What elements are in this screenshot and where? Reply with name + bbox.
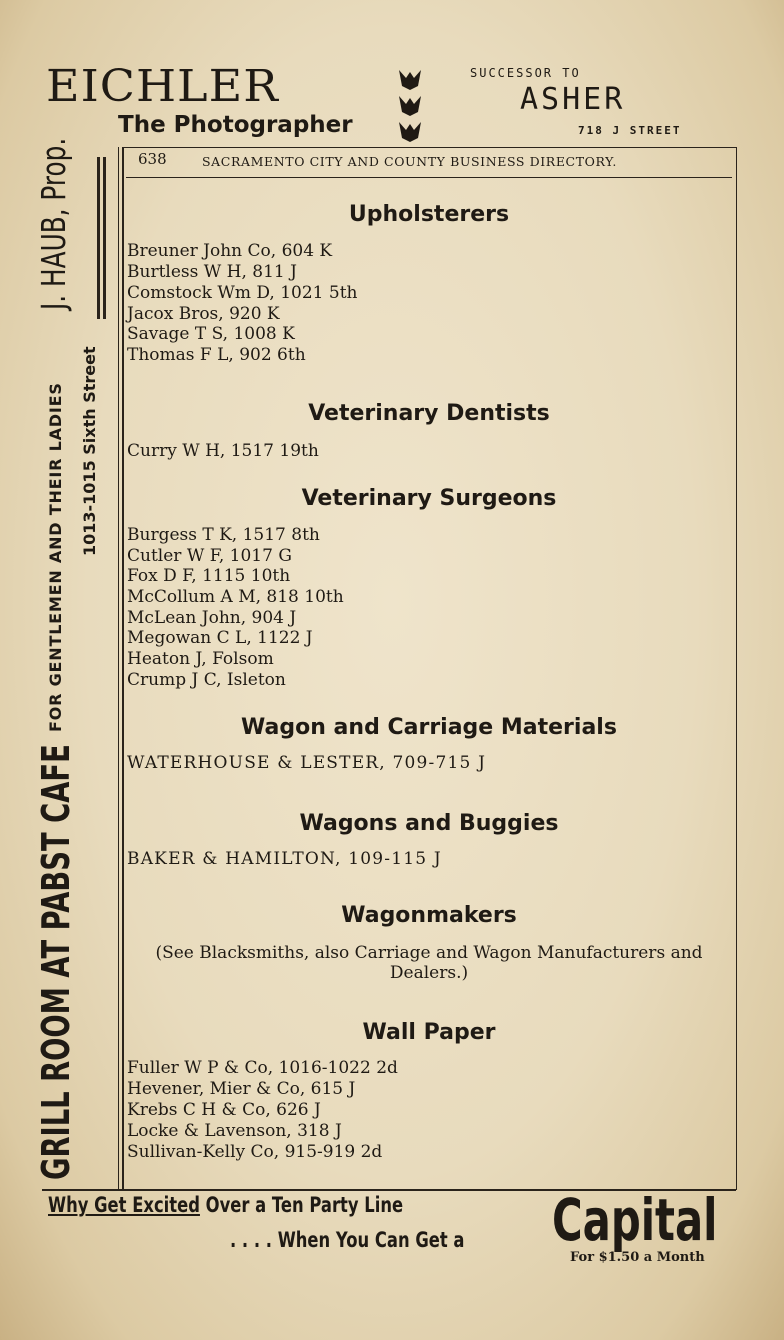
section-heading-vet-surgeons: Veterinary Surgeons [301,486,557,511]
running-head-rule [126,177,732,178]
page-number: 638 [138,150,167,168]
header-address: 718 J STREET [578,124,682,137]
side-ad-main: GRILL ROOM AT PABST CAFE [34,744,78,1180]
list-item: Breuner John Co, 604 K [127,241,333,261]
list-item: McCollum A M, 818 10th [127,587,344,607]
side-ad-bar [97,157,100,319]
list-item: Heaton J, Folsom [127,649,274,669]
cross-reference-note: Dealers.) [389,963,469,983]
cross-reference-note: (See Blacksmiths, also Carriage and Wagon Manufacturers and [155,943,703,963]
section-heading-vet-dentists: Veterinary Dentists [308,401,550,426]
header-title-asher: ASHER [520,82,626,117]
list-item: Locke & Lavenson, 318 J [127,1121,342,1141]
list-item: Fox D F, 1115 10th [127,566,291,586]
list-item: Crump J C, Isleton [127,670,286,690]
list-item: Burtless W H, 811 J [127,262,297,282]
header-subtitle-photographer: The Photographer [118,112,353,138]
section-heading-wagon-materials: Wagon and Carriage Materials [241,715,617,740]
list-item: Thomas F L, 902 6th [127,345,306,365]
section-heading-upholsterers: Upholsterers [348,202,510,227]
side-ad-bar [103,157,106,319]
side-ad-address: 1013-1015 Sixth Street [80,346,99,556]
ornament-icon [396,68,424,144]
list-item: Sullivan-Kelly Co, 915-919 2d [127,1142,383,1162]
header-successor-label: SUCCESSOR TO [470,66,581,80]
section-heading-wall-paper: Wall Paper [362,1020,496,1045]
list-item: Comstock Wm D, 1021 5th [127,283,358,303]
footer-ad-line1-underlined: Why Get Excited [48,1193,200,1217]
list-item: Burgess T K, 1517 8th [127,525,320,545]
header-title-eichler: EICHLER [46,60,279,112]
frame-left-rule [118,147,119,1189]
list-item: McLean John, 904 J [127,608,297,628]
list-item: Megowan C L, 1122 J [127,628,313,648]
footer-ad-line1-rest: Over a Ten Party Line [205,1193,404,1217]
list-item: Jacox Bros, 920 K [127,304,280,324]
list-item: Savage T S, 1008 K [127,324,295,344]
side-advertisement [34,137,99,1180]
side-ad-tagline: FOR GENTLEMEN AND THEIR LADIES [46,382,65,732]
list-item: Curry W H, 1517 19th [127,441,319,461]
footer-brand-capital: Capital [552,1186,718,1254]
footer-ad-line1 [48,1193,403,1217]
list-item: WATERHOUSE & LESTER, 709-715 J [127,753,487,773]
list-item: Hevener, Mier & Co, 615 J [127,1079,356,1099]
running-head: SACRAMENTO CITY AND COUNTY BUSINESS DIRECTORY. [202,154,617,169]
list-item: Krebs C H & Co, 626 J [127,1100,321,1120]
section-heading-wagonmakers: Wagonmakers [341,903,517,928]
section-heading-wagons-buggies: Wagons and Buggies [299,811,559,836]
list-item: BAKER & HAMILTON, 109-115 J [127,849,442,869]
footer-ad-line2: . . . . When You Can Get a [230,1228,465,1252]
list-item: Fuller W P & Co, 1016-1022 2d [127,1058,398,1078]
list-item: Cutler W F, 1017 G [127,546,292,566]
footer-price: For $1.50 a Month [570,1250,705,1265]
side-ad-proprietor: J. HAUB, Prop. [34,137,73,310]
